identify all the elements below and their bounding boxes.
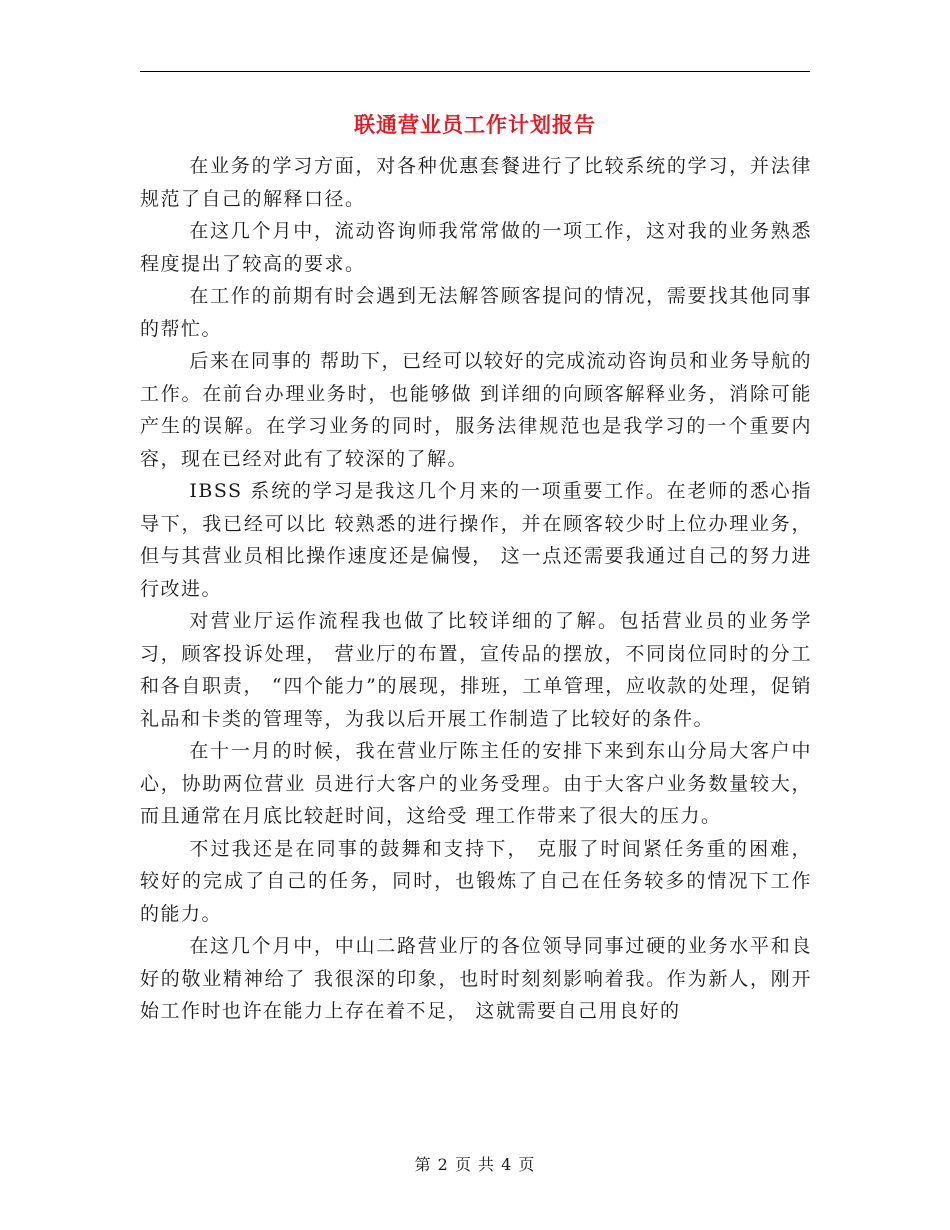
page-number-label: 第 2 页 共 4 页 [414, 1155, 536, 1174]
paragraph-9: 在这几个月中，中山二路营业厅的各位领导同事过硬的业务水平和良好的敬业精神给了 我很深的印象，也时时刻刻影响着我。作为新人，刚开始工作时也许在能力上存在着不足， 这就需要自己用良好的 [140, 935, 812, 1022]
paragraph-5: IBSS 系统的学习是我这几个月来的一项重要工作。在老师的悉心指导下，我已经可以比 较熟悉的进行操作，并在顾客较少时上位办理业务，但与其营业员相比操作速度还是偏慢， 这一点还需要我通过自己的努力进行改进。 [140, 480, 812, 600]
paragraph-6: 对营业厅运作流程我也做了比较详细的了解。包括营业员的业务学习，顾客投诉处理， 营业厅的布置，宣传品的摆放，不同岗位同时的分工和各自职责， “四个能力”的展现，排班，工单管理，应收款的处理，促销礼品和卡类的管理等，为我以后开展工作制造了比较好的条件。 [140, 610, 812, 730]
header-rule [140, 71, 810, 72]
page-footer [0, 1152, 950, 1175]
paragraph-8: 不过我还是在同事的鼓舞和支持下， 克服了时间紧任务重的困难， 较好的完成了自己的任务，同时，也锻炼了自己在任务较多的情况下工作的能力。 [140, 837, 812, 925]
paragraph-2: 在这几个月中，流动咨询师我常常做的一项工作，这对我的业务熟悉程度提出了较高的要求。 [140, 220, 812, 275]
document-title: 联通营业员工作计划报告 [354, 112, 596, 137]
paragraph-3: 在工作的前期有时会遇到无法解答顾客提问的情况，需要找其他同事的帮忙。 [140, 285, 812, 340]
document-body [140, 150, 812, 1028]
paragraph-7: 在十一月的时候，我在营业厅陈主任的安排下来到东山分局大客户中心，协助两位营业 员进行大客户的业务受理。由于大客户业务数量较大，而且通常在月底比较赶时间，这给受 理工作带来了很大的压力。 [140, 740, 812, 827]
paragraph-1: 在业务的学习方面，对各种优惠套餐进行了比较系统的学习，并法律规范了自己的解释口径。 [140, 155, 812, 210]
paragraph-4: 后来在同事的 帮助下，已经可以较好的完成流动咨询员和业务导航的工作。在前台办理业务时，也能够做 到详细的向顾客解释业务，消除可能产生的误解。在学习业务的同时，服务法律规范也是我学习的一个重要内容，现在已经对此有了较深的了解。 [140, 350, 812, 470]
